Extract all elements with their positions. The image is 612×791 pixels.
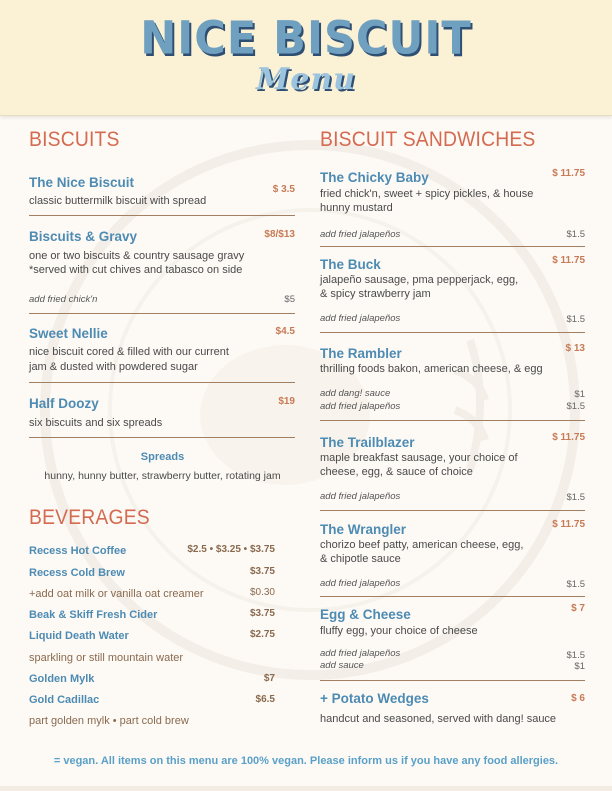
beverage-price: $3.75 <box>249 566 275 577</box>
item-name: Egg & Cheese <box>320 607 411 622</box>
beverage-name: Recess Hot Coffee <box>29 545 127 557</box>
spreads-title: Spreads <box>140 451 185 463</box>
divider <box>29 437 295 438</box>
item-description: jam & dusted with powdered sugar <box>29 361 198 373</box>
divider <box>320 246 585 247</box>
divider <box>320 510 585 511</box>
item-addon: add fried jalapeños <box>320 648 401 659</box>
bottom-bar <box>0 786 612 791</box>
beverage-price: $6.5 <box>255 694 275 705</box>
divider <box>320 420 585 421</box>
divider <box>320 596 585 597</box>
item-price: $4.5 <box>275 326 295 337</box>
item-description: fried chick'n, sweet + spicy pickles, & house <box>320 188 534 200</box>
item-name: The Wrangler <box>320 522 407 537</box>
addon-price: $1.5 <box>566 492 585 503</box>
item-description: fluffy egg, your choice of cheese <box>320 625 478 637</box>
brand-title: NICE BISCUIT <box>140 12 472 66</box>
item-name: Sweet Nellie <box>29 326 108 341</box>
beverage-price: $0.30 <box>249 587 275 598</box>
item-description: classic buttermilk biscuit with spread <box>29 195 207 207</box>
vegan-footer-note: = vegan. All items on this menu are 100% vegan. Please inform us if you have any food allergies. <box>53 755 559 767</box>
divider <box>320 680 585 681</box>
item-description: *served with cut chives and tabasco on side <box>29 264 243 276</box>
item-name: + Potato Wedges <box>320 691 429 706</box>
item-addon: add fried jalapeños <box>320 491 401 502</box>
item-description: one or two biscuits & country sausage gravy <box>29 250 245 262</box>
item-addon: add fried jalapeños <box>320 401 401 412</box>
beverage-price: $2.5 • $3.25 • $3.75 <box>187 544 275 555</box>
item-description: hunny mustard <box>320 202 393 214</box>
beverages-heading: BEVERAGES <box>29 506 150 529</box>
item-price: $19 <box>278 396 295 407</box>
addon-price: $1.5 <box>566 579 585 590</box>
menu-header <box>0 0 612 116</box>
addon-price: $1.5 <box>566 650 585 661</box>
item-description: cheese, egg, & sauce of choice <box>320 466 473 478</box>
item-addon: add fried chick'n <box>29 294 98 305</box>
item-price: $ 11.75 <box>552 432 585 443</box>
beverage-name: Recess Cold Brew <box>29 567 125 579</box>
item-name: Half Doozy <box>29 396 99 411</box>
beverage-note: +add oat milk or vanilla oat creamer <box>29 588 204 600</box>
item-description: thrilling foods bakon, american cheese, & egg <box>320 363 543 375</box>
item-price: $ 3.5 <box>272 184 295 195</box>
beverage-note: part golden mylk • part cold brew <box>29 715 189 727</box>
menu-subtitle: Menu <box>256 62 356 97</box>
item-description: nice biscuit cored & filled with our current <box>29 346 229 358</box>
beverage-name: Gold Cadillac <box>29 694 100 706</box>
addon-price: $1.5 <box>566 314 585 325</box>
beverage-name: Golden Mylk <box>29 673 95 685</box>
item-price: $ 6 <box>571 693 585 704</box>
item-addon: add sauce <box>320 660 364 671</box>
item-price: $ 11.75 <box>552 519 585 530</box>
item-addon: add fried jalapeños <box>320 313 401 324</box>
divider <box>320 332 585 333</box>
beverage-name: Liquid Death Water <box>29 630 129 642</box>
beverage-price: $2.75 <box>249 629 275 640</box>
item-description: six biscuits and six spreads <box>29 417 163 429</box>
addon-price: $1 <box>574 389 585 400</box>
item-description: handcut and seasoned, served with dang! sauce <box>320 713 557 725</box>
item-name: The Chicky Baby <box>320 170 429 185</box>
item-price: $ 13 <box>565 343 585 354</box>
item-description: jalapeño sausage, pma pepperjack, egg, <box>320 274 519 286</box>
item-addon: add dang! sauce <box>320 388 391 399</box>
item-price: $ 11.75 <box>552 255 585 266</box>
beverage-price: $7 <box>263 673 275 684</box>
item-description: & chipotle sauce <box>320 553 401 565</box>
item-price: $8/$13 <box>264 229 295 240</box>
item-name: The Nice Biscuit <box>29 175 135 190</box>
item-price: $ 11.75 <box>552 168 585 179</box>
divider <box>29 382 295 383</box>
item-name: Biscuits & Gravy <box>29 229 138 244</box>
addon-price: $1.5 <box>566 401 585 412</box>
spreads-list: hunny, hunny butter, strawberry butter, rotating jam <box>44 470 281 482</box>
item-name: The Buck <box>320 257 381 272</box>
item-name: The Rambler <box>320 346 402 361</box>
item-addon: add fried jalapeños <box>320 229 401 240</box>
beverage-name: Beak & Skiff Fresh Cider <box>29 609 158 621</box>
divider <box>29 313 295 314</box>
item-description: maple breakfast sausage, your choice of <box>320 452 518 464</box>
item-addon: add fried jalapeños <box>320 578 401 589</box>
beverage-price: $3.75 <box>249 608 275 619</box>
addon-price: $1 <box>574 661 585 672</box>
beverage-note: sparkling or still mountain water <box>29 652 184 664</box>
addon-price: $5 <box>284 294 295 305</box>
biscuits-heading: BISCUITS <box>29 128 120 151</box>
item-name: The Trailblazer <box>320 435 415 450</box>
item-price: $ 7 <box>571 603 585 614</box>
sandwiches-heading: BISCUIT SANDWICHES <box>320 128 536 151</box>
addon-price: $1.5 <box>566 229 585 240</box>
item-description: & spicy strawberry jam <box>320 288 431 300</box>
divider <box>29 215 295 216</box>
item-description: chorizo beef patty, american cheese, egg, <box>320 539 524 551</box>
